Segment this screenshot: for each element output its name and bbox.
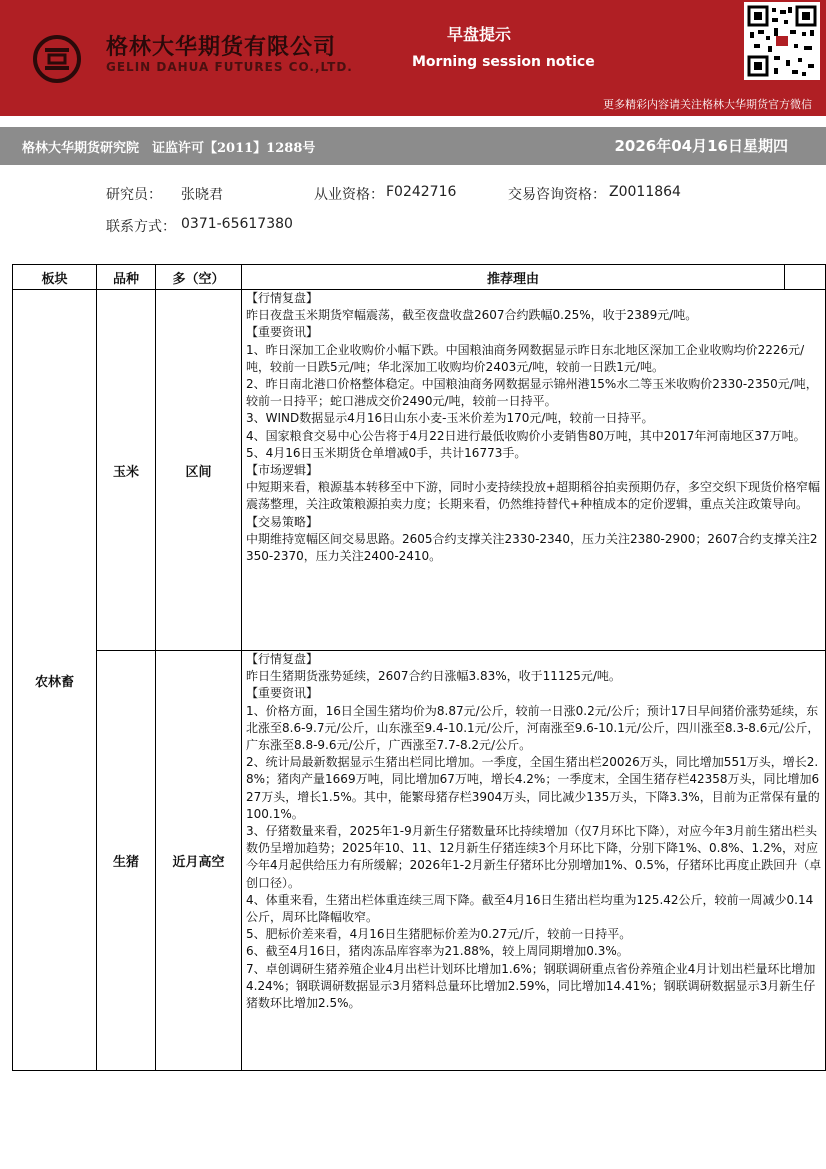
corn-key-news-label: 【重要资讯】 — [246, 325, 319, 340]
corn-news-2: 2、昨日南北港口价格整体稳定。中国粮油商务网数据显示锦州港15%水二等玉米收购价2330-2350元/吨，较前一日持平；蛇口港成交价2490元/吨，较前一日持平。 — [246, 377, 818, 409]
hog-news-4: 4、体重来看，生猪出栏体重连续三周下降。截至4月16日生猪出栏均重为125.42公斤，较前一周减少0.14公斤，周环比降幅收窄。 — [246, 892, 814, 925]
header-banner — [0, 0, 826, 116]
company-name-en: GELIN DAHUA FUTURES CO.,LTD. — [106, 60, 353, 74]
hog-news-3: 3、仔猪数量来看，2025年1-9月新生仔猪数量环比持续增加（仅7月环比下降），对应今年3月前生猪出栏头数仍呈增加趋势；2025年10、11、12月新生仔猪连续3个月环比下降，分别下降1%、0.8%、1.2%，对应今年4月起供给压力有所缓解；2026年1-2月新生仔猪环比分别增加1%、0.5%，仔猪环比再度止跌回升（卓创口径）。 — [246, 824, 822, 890]
qr-code-icon — [744, 2, 820, 80]
institute-license: 格林大华期货研究院 证监许可【2011】1288号 — [22, 141, 316, 156]
header-variety: 品种 — [97, 265, 156, 290]
hog-news-5: 5、肥标价差来看，4月16日生猪肥标价差为0.27元/斤，较前一日持平。 — [246, 927, 632, 942]
section-label: 【行情复盘】 — [246, 291, 319, 305]
hog-review-label: 【行情复盘】 — [246, 652, 319, 666]
corn-news-1: 1、昨日深加工企业收购价小幅下跌。中国粮油商务网数据显示昨日东北地区深加工企业收购均价2226元/吨，较前一日跌5元/吨；华北深加工收购均价2403元/吨，较前一日跌1元/吨。 — [246, 342, 805, 374]
contact-phone: 0371-65617380 — [181, 216, 293, 232]
reason-cell-corn — [242, 290, 826, 651]
table-row — [13, 651, 826, 1071]
hog-news-label: 【重要资讯】 — [246, 686, 319, 701]
corn-news-4: 4、国家粮食交易中心公告将于4月22日进行最低收购价小麦销售80万吨，其中2017年河南地区37万吨。 — [246, 428, 806, 443]
corn-strategy-text: 中期维持宽幅区间交易思路。2605合约支撑关注2330-2340，压力关注2380-2900；2607合约支撑关注2350-2370，压力关注2400-2410。 — [246, 531, 818, 564]
company-name-cn: 格林大华期货有限公司 — [106, 34, 337, 60]
qualification-number: F0242716 — [386, 184, 457, 200]
wechat-follow-note: 更多精彩内容请关注格林大华期货官方微信 — [603, 98, 812, 111]
corn-news-3: 3、WIND数据显示4月16日山东小麦-玉米价差为170元/吨，较前一日持平。 — [246, 411, 654, 426]
researcher-label: 研究员： — [106, 187, 162, 203]
qualification-label: 从业资格： — [314, 187, 384, 203]
sector-cell: 农林畜 — [13, 290, 97, 1071]
corn-logic-text: 中短期来看，粮源基本转移至中下游，同时小麦持续投放+超期稻谷拍卖预期仍存，多空交织下现货价格窄幅震荡整理，关注政策粮源拍卖力度；长期来看，仍然维持替代+种植成本的定价逻辑，重点关注政策导向。 — [246, 480, 821, 512]
section-text: 昨日夜盘玉米期货窄幅震荡，截至夜盘收盘2607合约跌幅0.25%，收于2389元/吨。 — [246, 308, 698, 323]
variety-cell-hog: 生猪 — [97, 651, 156, 1071]
hog-news-6: 6、截至4月16日，猪肉冻品库容率为21.88%，较上周同期增加0.3%。 — [246, 944, 629, 959]
header-direction: 多（空） — [156, 265, 242, 290]
report-title-cn: 早盘提示 — [447, 25, 512, 44]
corn-logic-label: 【市场逻辑】 — [246, 463, 319, 478]
researcher-name: 张晓君 — [181, 187, 223, 203]
table-row — [13, 290, 826, 651]
info-bar — [0, 127, 826, 165]
hog-news-1: 1、价格方面，16日全国生猪均价为8.87元/公斤，较前一日涨0.2元/公斤；预计17日早间猪价涨势延续，东北涨至8.6-9.7元/公斤，山东涨至9.4-10.1元/公斤，河南涨至9.6-10.1元/公斤，四川涨至8.3-8.6元/公斤，广东涨至8.8-9.6元/公斤，广西涨至7.7-8.2元/公斤。 — [246, 703, 820, 753]
hog-review-text: 昨日生猪期货涨势延续，2607合约日涨幅3.83%，收于11125元/吨。 — [246, 669, 621, 684]
corn-news-5: 5、4月16日玉米期货仓单增减0手，共计16773手。 — [246, 445, 527, 460]
table-header-row — [13, 265, 826, 290]
company-logo-icon — [32, 34, 82, 84]
variety-cell-corn: 玉米 — [97, 290, 156, 651]
consult-label: 交易咨询资格： — [508, 187, 606, 203]
report-date: 2026年04月16日星期四 — [614, 137, 788, 155]
header-reason: 推荐理由 — [242, 265, 785, 290]
direction-cell-corn: 区间 — [156, 290, 242, 651]
report-title-en: Morning session notice — [412, 54, 595, 70]
hog-news-7: 7、卓创调研生猪养殖企业4月出栏计划环比增加1.6%；钢联调研重点省份养殖企业4月计划出栏量环比增加4.24%；钢联调研数据显示3月猪料总量环比增加2.59%，同比增加14.41%；钢联调研数据显示3月新生仔猪数环比增加2.5%。 — [246, 961, 816, 1011]
reason-cell-hog — [242, 651, 826, 1071]
corn-market-review — [246, 290, 822, 324]
header-sector: 板块 — [13, 265, 97, 290]
corn-strategy-label: 【交易策略】 — [246, 514, 319, 529]
consult-number: Z0011864 — [609, 184, 681, 200]
contact-label: 联系方式： — [106, 219, 176, 235]
recommendation-table — [12, 264, 826, 1071]
direction-cell-hog: 近月高空 — [156, 651, 242, 1071]
header-blank — [785, 265, 826, 290]
hog-news-2: 2、统计局最新数据显示生猪出栏同比增加。一季度，全国生猪出栏20026万头，同比增加551万头，增长2.8%；猪肉产量1669万吨，同比增加67万吨，增长4.2%；一季度末，全国生猪存栏42358万头，同比增加627万头，增长1.5%。其中，能繁母猪存栏3904万头，同比减少135万头，下降3.3%，目前为正常保有量的100.1%。 — [246, 755, 820, 821]
